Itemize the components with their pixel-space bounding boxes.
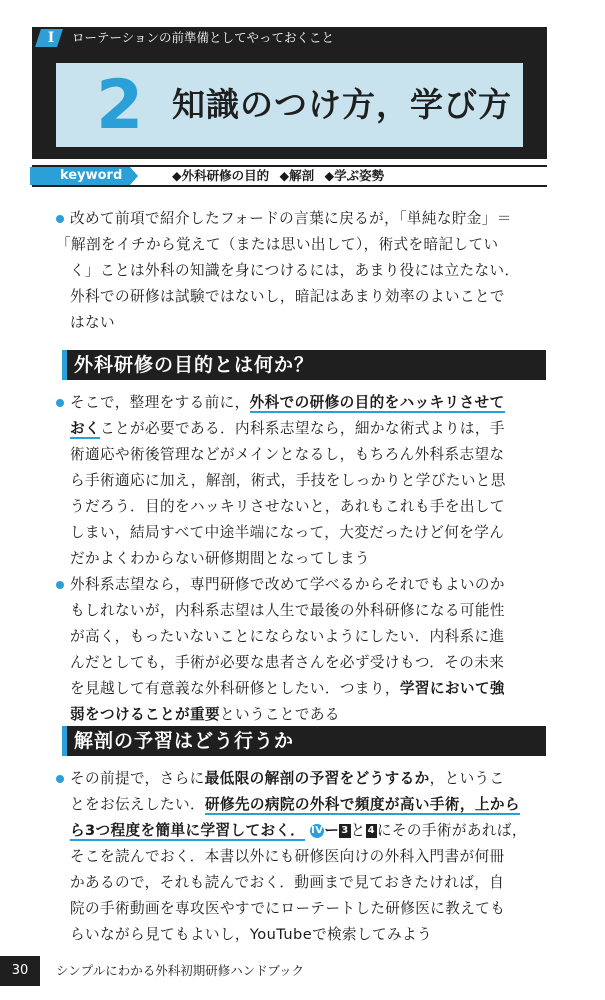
text-line: もしれないが，内科系志望は人生で最後の外科研修になる可能性 bbox=[70, 602, 505, 619]
keyword-list bbox=[172, 167, 390, 185]
section-number: 2 bbox=[96, 66, 144, 145]
text-line: 外科系志望なら，専門研修で改めて学べるからそれでもよいのか bbox=[70, 576, 505, 593]
text-line: が高く，もったいないことにならないようにしたい．内科系に進 bbox=[70, 628, 505, 645]
purpose-paragraph-2 bbox=[70, 572, 550, 728]
section-ref-3: 3 bbox=[341, 825, 349, 836]
text-line: はない bbox=[70, 314, 115, 331]
section-heading-purpose: 外科研修の目的とは何か？ bbox=[62, 350, 546, 380]
section-title-panel bbox=[56, 63, 523, 147]
text-line: 「解剖をイチから覚えて（または思い出して），術式を暗記してい bbox=[56, 236, 499, 253]
chapter-number: I bbox=[47, 30, 55, 46]
keyword-label: keyword bbox=[30, 167, 130, 185]
text-line: 外科での研修は試験ではないし，暗記はあまり効率のよいことで bbox=[70, 288, 505, 305]
text-line: 術適応や術後管理などがメインとなるし，もちろん外科系志望な bbox=[70, 446, 505, 463]
bold-emphasis: 最低限の解剖の予習をどうするか bbox=[204, 770, 430, 787]
bullet-icon bbox=[56, 775, 64, 783]
text-line: とをお伝えしたい．研修先の病院の外科で頻度が高い手術，上から bbox=[70, 796, 520, 813]
book-title: シンプルにわかる外科初期研修ハンドブック bbox=[56, 963, 304, 978]
text-line: かあるので，それも読んでおく．動画まで見ておきたければ，自 bbox=[70, 874, 505, 891]
text-line: 改めて前項で紹介したフォードの言葉に戻るが，「単純な貯金」＝ bbox=[70, 210, 512, 227]
text-line: ら手術適応に加え，解剖，術式，手技をしっかりと学びたいと思 bbox=[70, 472, 506, 489]
text-line: 院の手術動画を専攻医やすでにローテートした研修医に教えても bbox=[70, 900, 506, 917]
text-line: おくことが必要である．内科系志望なら，細かな術式よりは，手 bbox=[70, 420, 505, 437]
text-line: しまい，結局すべて中途半端になって，大変だったけど何を学ん bbox=[70, 524, 505, 541]
chapter-ref-icon: IV bbox=[311, 825, 324, 836]
purpose-paragraph-1 bbox=[70, 390, 550, 572]
bullet-icon bbox=[56, 215, 64, 223]
bold-emphasis: 弱をつけることが重要 bbox=[70, 706, 220, 723]
keyword-item: ◆学ぶ姿勢 bbox=[324, 168, 385, 183]
text-line: ら3つ程度を簡単に学習しておく． IVー 3 と 4 にその手術があれば， bbox=[70, 822, 527, 839]
text-line: らいながら見てもよいし，YouTubeで検索してみよう bbox=[70, 926, 433, 943]
text-line: 弱をつけることが重要ということである bbox=[70, 706, 340, 723]
section-ref-4: 4 bbox=[367, 825, 375, 836]
underlined-emphasis: ら3つ程度を簡単に学習しておく． bbox=[70, 822, 306, 839]
text-line: その前提で，さらに最低限の解剖の予習をどうするか，というこ bbox=[70, 770, 505, 787]
bullet-icon bbox=[56, 399, 64, 407]
page-title: 知識のつけ方，学び方 bbox=[172, 85, 512, 124]
text-line: うだろう．目的をハッキリさせないと，あれもこれも手を出して bbox=[70, 498, 505, 515]
intro-paragraph bbox=[56, 206, 550, 336]
keyword-item: ◆解剖 bbox=[279, 168, 315, 183]
text-line: そこを読んでおく．本書以外にも研修医向けの外科入門書が何冊 bbox=[70, 848, 505, 865]
section-heading-anatomy: 解剖の予習はどう行うか bbox=[62, 726, 546, 756]
text-line: んだとしても，手術が必要な患者さんを必ず受けもつ．その未来 bbox=[70, 654, 505, 671]
text-line: を見越して有意義な外科研修としたい．つまり，学習において強 bbox=[70, 680, 505, 697]
underlined-emphasis: 研修先の病院の外科で頻度が高い手術，上から bbox=[204, 796, 520, 813]
page-number: 30 bbox=[0, 956, 40, 986]
underlined-emphasis: おく bbox=[70, 420, 100, 437]
chapter-header bbox=[32, 27, 547, 49]
underlined-emphasis: 外科での研修の目的をハッキリさせて bbox=[249, 394, 505, 411]
bold-emphasis: 学習において強 bbox=[399, 680, 505, 697]
keyword-item: ◆外科研修の目的 bbox=[172, 168, 270, 183]
text-line: く」ことは外科の知識を身につけるには，あまり役には立たない． bbox=[70, 262, 520, 279]
text-line: だかよくわからない研修期間となってしまう bbox=[70, 550, 370, 567]
text-line: そこで，整理をする前に，外科での研修の目的をハッキリさせて bbox=[70, 394, 505, 411]
anatomy-paragraph bbox=[70, 766, 550, 948]
keyword-band bbox=[32, 165, 547, 187]
section-title-box bbox=[32, 49, 547, 159]
chapter-title: ローテーションの前準備としてやっておくこと bbox=[72, 30, 335, 45]
bullet-icon bbox=[56, 581, 64, 589]
